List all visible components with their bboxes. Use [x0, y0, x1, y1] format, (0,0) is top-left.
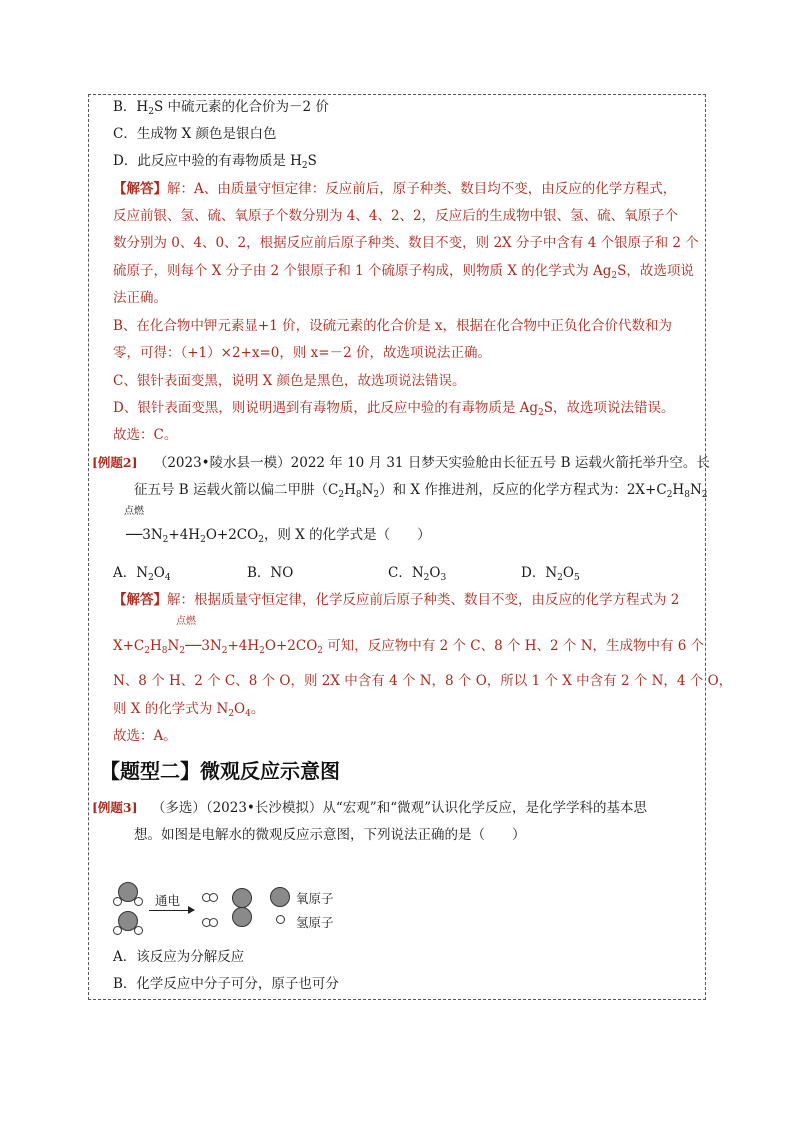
example-3-option-b: B．化学反应中分子可分，原子也可分	[113, 976, 339, 992]
hydrogen-atom	[113, 897, 122, 906]
example-3-line-1: [例题3] （多选）（2023•长沙模拟）从“宏观”和“微观”认识化学反应，是化学学科的基本思	[92, 800, 648, 816]
answer-1-c: C、银针表面变黑，说明 X 颜色是黑色，故选项说法错误。	[113, 373, 466, 389]
example-3-line-2: 想。如图是电解水的微观反应示意图，下列说法正确的是（ ）	[134, 827, 526, 843]
section-heading: 【题型二】微观反应示意图	[100, 759, 340, 783]
hydrogen-atom	[209, 918, 218, 927]
option-c: C．生成物 X 颜色是银白色	[113, 126, 277, 142]
legend-oxygen-icon	[270, 887, 290, 907]
reaction-arrow	[149, 910, 191, 911]
example-2-option-a: A．$N_2O_4$	[113, 565, 171, 583]
legend-hydrogen-label: 氢原子	[296, 915, 334, 930]
example-2-line-3: $──3N_2+4H_2O+2CO_2$，则 X 的化学式是（ ）	[126, 527, 431, 545]
answer-1-selection: 故选：C。	[113, 427, 178, 443]
answer-2-selection: 故选：A。	[113, 728, 177, 744]
answer-1-line-3: 数分别为 0、4、0、2，根据反应前后原子种类、数目不变，则 2X 分子中含有 4 个银原子和 2 个	[113, 235, 699, 251]
answer-2-condition: 点燃	[176, 616, 196, 627]
answer-2-line-2: $X+C_2H_8N_2──3N_2+4H_2O+2CO_2$ 可知，反应物中有 2 个 C、8 个 H、2 个 N，生成物中有 6 个	[113, 638, 705, 656]
answer-2-line-3: N、8 个 H、2 个 C、8 个 O，则 2X 中含有 4 个 N，8 个 O，所以 1 个 X 中含有 2 个 N，4 个 O，	[113, 673, 733, 689]
reaction-condition: 通电	[155, 893, 181, 908]
hydrogen-atom	[113, 926, 122, 935]
answer-1-line-2: 反应前银、氢、硫、氧原子个数分别为 4、4、2、2，反应后的生成物中银、氢、硫、氧原子个	[113, 208, 679, 224]
example-2-option-d: D．$N_2O_5$	[521, 565, 580, 583]
answer-1-b-line-1: B、在化合物中钾元素显+1 价，设硫元素的化合价是 x，根据在化合物中正负化合价代数和为	[113, 318, 673, 334]
example-2-option-c: C．$N_2O_3$	[388, 565, 447, 583]
legend-hydrogen-icon	[276, 915, 285, 924]
example-2-option-b: B．NO	[247, 565, 294, 581]
oxygen-atom	[232, 907, 252, 927]
option-b: B．$H_2S$ 中硫元素的化合价为－2 价	[113, 99, 329, 117]
answer-1-line-4: 硫原子，则每个 X 分子由 2 个银原子和 1 个硫原子构成，则物质 X 的化学式为 $Ag_2S$，故选项说	[113, 263, 694, 281]
option-d: D．此反应中验的有毒物质是 $H_2S$	[113, 153, 317, 171]
answer-2-line-4: 则 X 的化学式为 $N_2O_4$。	[113, 701, 265, 719]
oxygen-atom	[232, 888, 252, 908]
example-2-condition: 点燃	[124, 506, 144, 517]
example-3-option-a: A．该反应为分解反应	[113, 949, 245, 965]
answer-1-d: D、银针表面变黑，则说明遇到有毒物质，此反应中验的有毒物质是 $Ag_2S$，故选项说法错误。	[113, 400, 675, 418]
answer-1-line-1: 【解答】解：A、由质量守恒定律：反应前后，原子种类、数目均不变，由反应的化学方程式，	[113, 181, 677, 197]
example-2-line-1: [例题2] （2023•陵水县一模）2022 年 10 月 31 日梦天实验舱由长征五号 B 运载火箭托举升空。长	[92, 455, 710, 471]
arrow-head-icon	[188, 906, 195, 914]
example-2-line-2: 征五号 B 运载火箭以偏二甲肼$(C_2H_8N_2)$和 X 作推进剂，反应的化学方程式为：$2X+C_2H_8N_2$	[134, 482, 708, 500]
answer-1-b-line-2: 零，可得：（+1）×2+x=0，则 x=－2 价，故选项说法正确。	[113, 345, 491, 361]
hydrogen-atom	[134, 926, 143, 935]
example-2-label: [例题2]	[92, 455, 138, 470]
answer-tag: 【解答】	[113, 592, 167, 608]
answer-2-line-1: 【解答】解：根据质量守恒定律，化学反应前后原子种类、数目不变，由反应的化学方程式为 2	[113, 592, 680, 608]
legend-oxygen-label: 氧原子	[296, 891, 334, 906]
answer-tag: 【解答】	[113, 181, 167, 197]
example-3-label: [例题3]	[92, 800, 138, 815]
hydrogen-atom	[209, 893, 218, 902]
hydrogen-atom	[134, 897, 143, 906]
answer-1-line-5: 法正确。	[113, 290, 167, 306]
